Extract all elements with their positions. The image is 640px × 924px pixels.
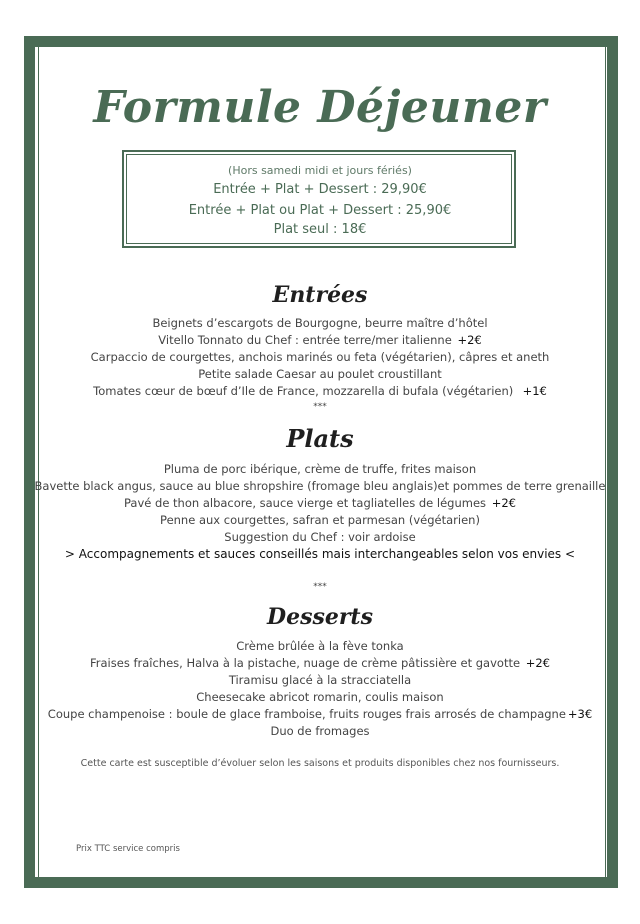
formule-label: Entrée + Plat + Dessert : (213, 182, 382, 197)
evolution-note: Cette carte est susceptible d’évoluer selon les saisons et produits disponibles chez nos fournisseurs. (80, 758, 560, 769)
section-title-plats: Plats (286, 424, 354, 453)
menu-item: Coupe champenoise : boule de glace framboise, fruits rouges frais arrosés de champagne +3€ (47, 707, 593, 721)
menu-item: Pavé de thon albacore, sauce vierge et tagliatelles de légumes +2€ (124, 496, 516, 510)
footer-note: Prix TTC service compris (76, 844, 180, 854)
formule-label: Entrée + Plat ou Plat + Dessert : (188, 203, 406, 218)
formule-price: 18€ (341, 222, 367, 237)
supplement: +2€ (525, 656, 550, 670)
accompagnements-note: > Accompagnements et sauces conseillés mais interchangeables selon vos envies < (64, 547, 576, 561)
menu-item: Suggestion du Chef : voir ardoise (224, 530, 416, 544)
formule-price: 29,90€ (381, 182, 427, 197)
formule-line (0, 203, 640, 218)
formule-price: 25,90€ (405, 203, 452, 218)
menu-item: Fraises fraîches, Halva à la pistache, nuage de crème pâtissière et gavotte +2€ (90, 656, 550, 670)
menu-item: Petite salade Caesar au poulet croustillant (198, 367, 442, 381)
menu-item: Bavette black angus, sauce au blue shropshire (fromage bleu anglais)et pommes de terre grenaille (34, 479, 606, 493)
supplement: +2€ (457, 333, 482, 347)
menu-item: Carpaccio de courgettes, anchois marinés ou feta (végétarien), câpres et aneth (90, 350, 550, 364)
supplement: +3€ (567, 707, 593, 721)
separator: *** (313, 402, 327, 412)
menu-item: Crème brûlée à la fève tonka (236, 639, 404, 653)
page-title: Formule Déjeuner (93, 82, 547, 133)
supplement: +1€ (522, 384, 547, 398)
menu-item: Tomates cœur de bœuf d’Ile de France, mozzarella di bufala (végétarien) +1€ (93, 384, 547, 398)
menu-item: Cheesecake abricot romarin, coulis maison (196, 690, 444, 704)
section-title-entrees: Entrées (272, 282, 368, 308)
formule-label: Plat seul : (273, 222, 342, 237)
supplement: +2€ (491, 496, 516, 510)
formules-note: (Hors samedi midi et jours fériés) (228, 164, 412, 177)
menu-item: Pluma de porc ibérique, crème de truffe, frites maison (163, 462, 477, 476)
menu-item: Duo de fromages (270, 724, 370, 738)
formule-line (0, 222, 640, 237)
menu-item: Penne aux courgettes, safran et parmesan (végétarien) (160, 513, 480, 527)
section-title-desserts: Desserts (267, 604, 373, 630)
menu-item: Vitello Tonnato du Chef : entrée terre/mer italienne +2€ (158, 333, 482, 347)
formule-line (0, 182, 640, 197)
menu-item: Tiramisu glacé à la stracciatella (228, 673, 412, 687)
menu-item: Beignets d’escargots de Bourgogne, beurre maître d’hôtel (152, 316, 488, 330)
separator: *** (313, 582, 327, 592)
